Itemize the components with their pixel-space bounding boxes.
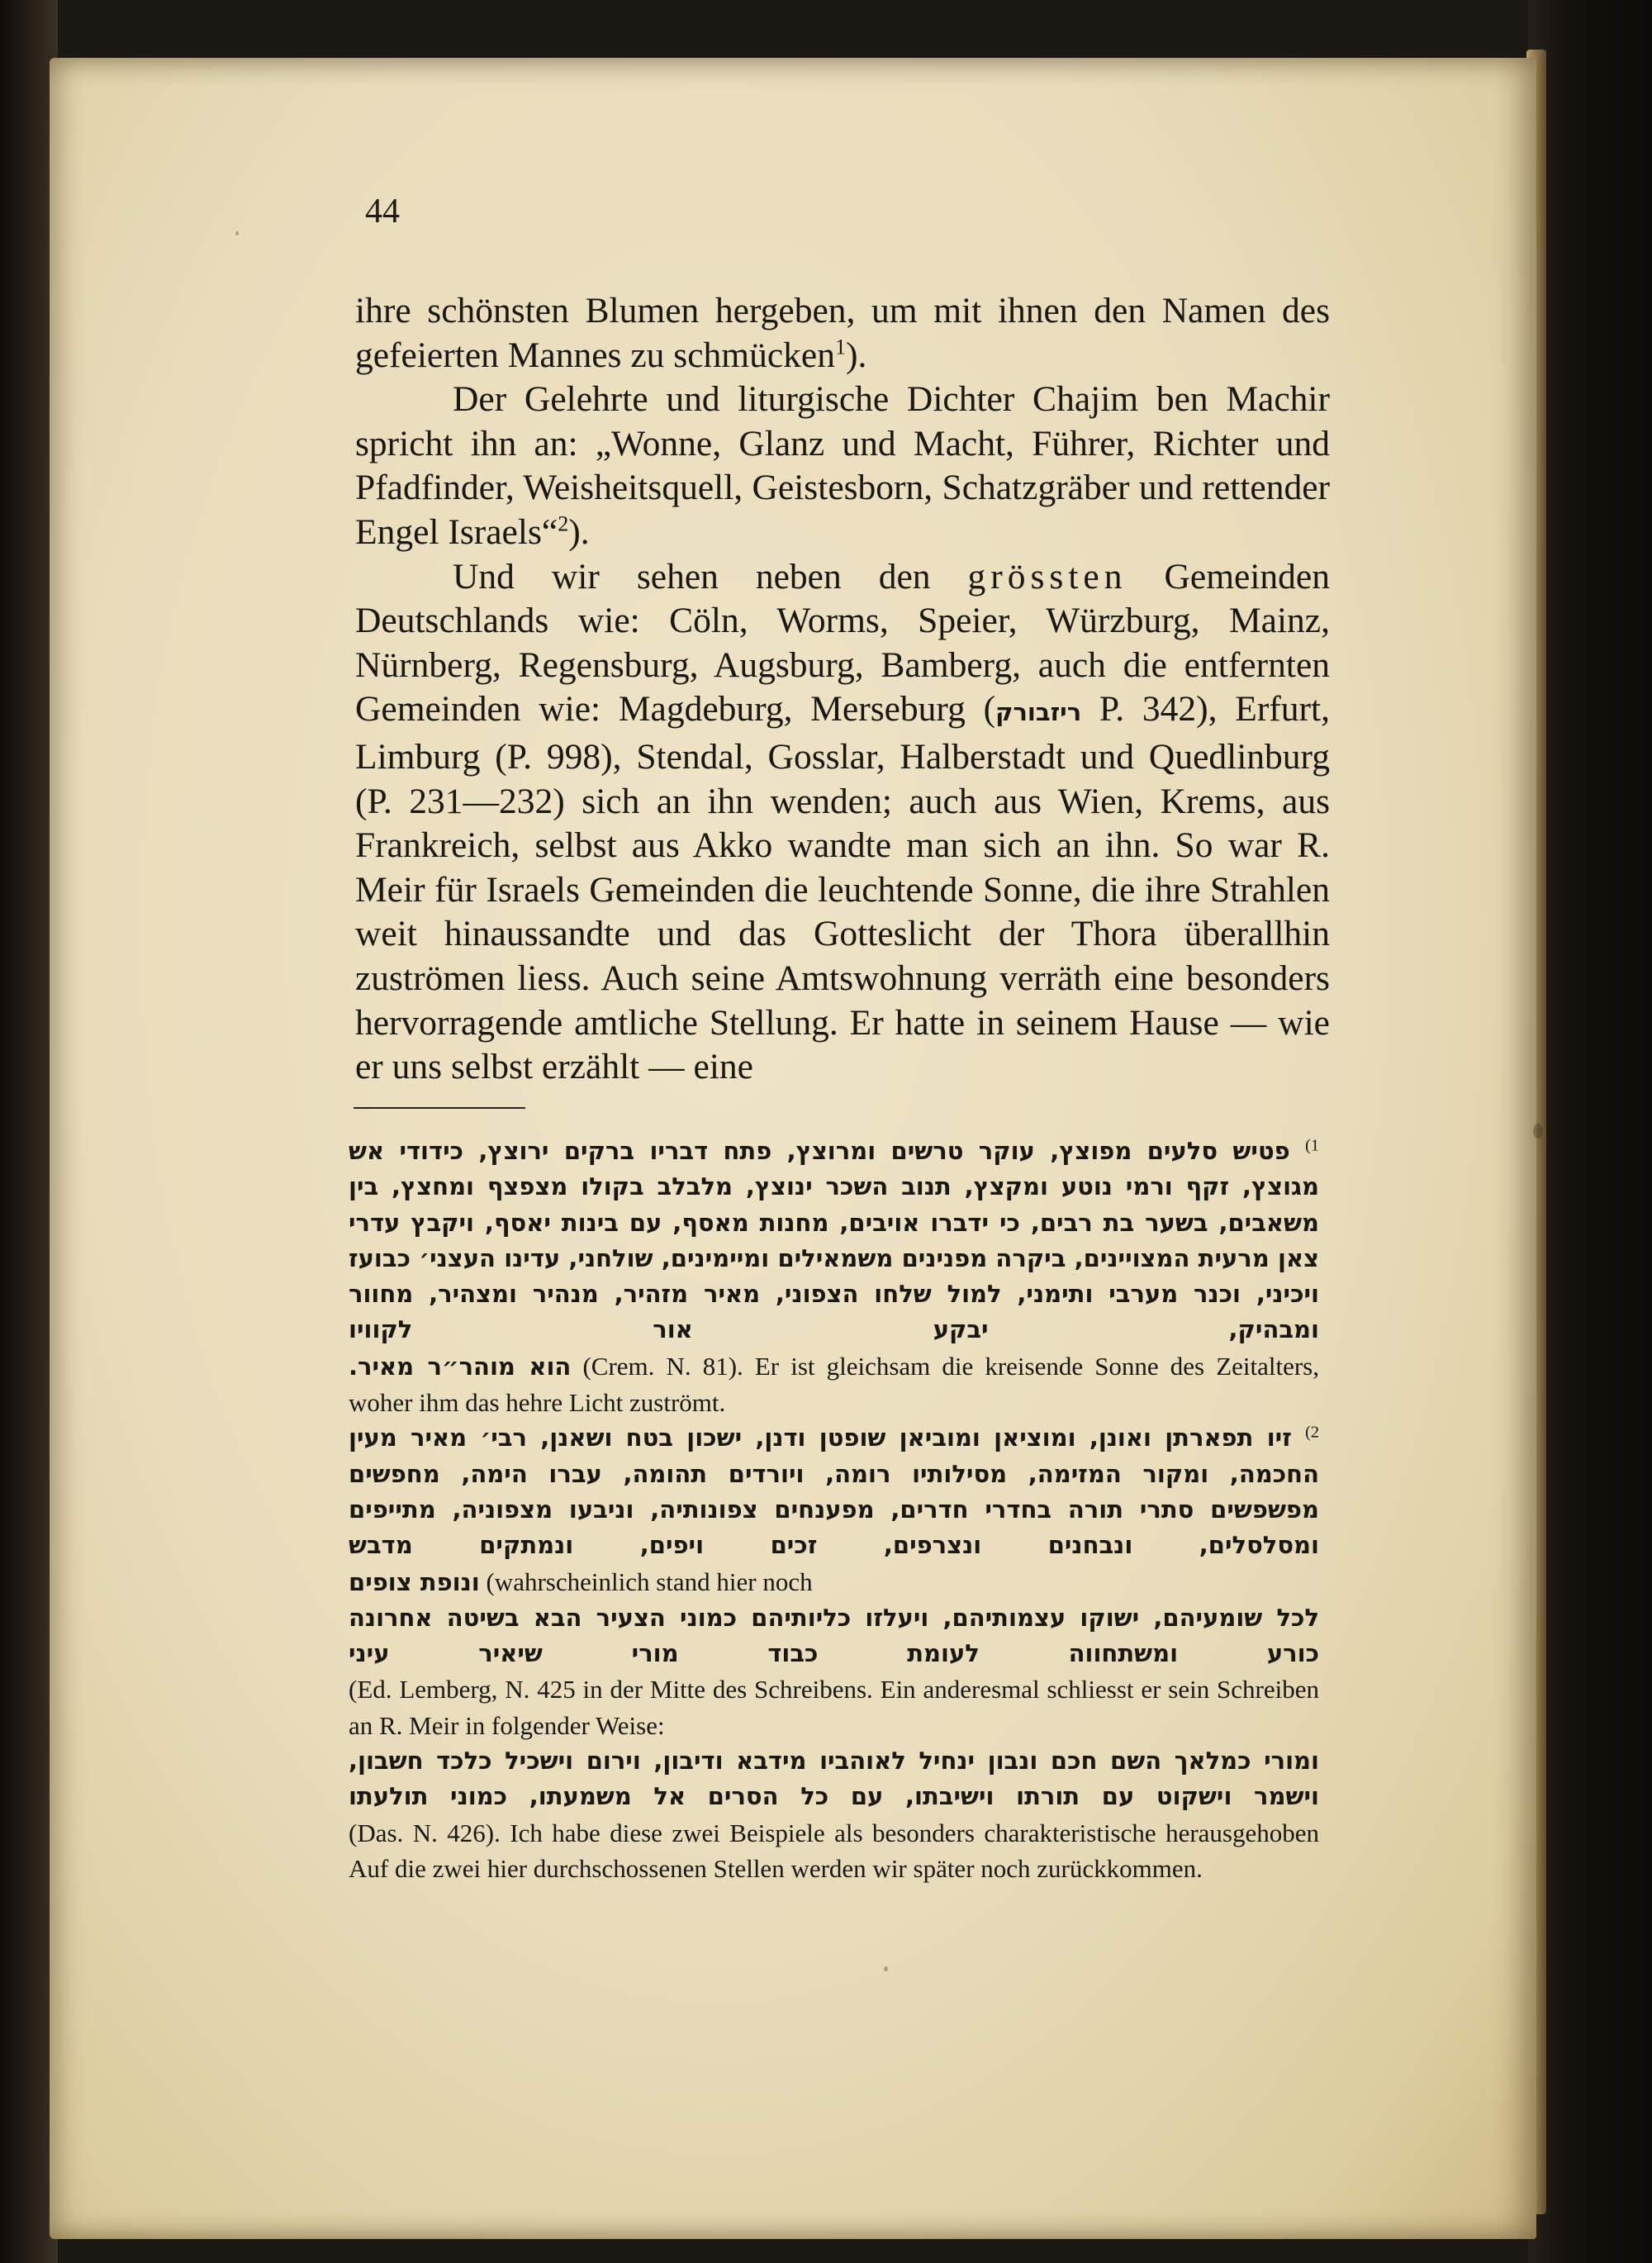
paragraph-3 — [355, 555, 1330, 1090]
foxing-spot — [235, 231, 239, 235]
footnote-2-german-b-text: (Ed. Lemberg, N. 425 in der Mitte des Schreibens. Ein anderesmal schliesst er sein Schreiben an R. Meir in folgender Weise: — [349, 1675, 1319, 1740]
footnote-2-hebrew-2 — [349, 1600, 1319, 1672]
footnote-ref-1: 1 — [834, 335, 847, 359]
paragraph-3-text-a: Und wir sehen neben den — [453, 556, 968, 597]
footnote-2-hebrew-text-2: לכל שומעיהם, ישוקו עצמותיהם, ויעלזו כליותיהם כמוני הצעיר הבא בשיטה אחרונה כורע ומשתחווה לעומת כבוד מורי שיאיר עיני — [349, 1603, 1319, 1668]
footnote-2-hebrew-3 — [349, 1743, 1319, 1815]
footnote-separator — [354, 1107, 525, 1109]
page-number: 44 — [365, 193, 400, 231]
paragraph-2-end: ). — [568, 511, 590, 552]
footnote-2-hebrew — [349, 1420, 1319, 1563]
footnote-2-hebrew-text-3: ומורי כמלאך השם חכם ונבון ינחיל לאוהביו מידבא ודיבון, וירום וישכיל כלכד חשבון, וישמר וישקוט עם תורתו וישיבתו, עם כל הסרים אל משמעתו, כמוני תולעתו — [349, 1747, 1319, 1811]
paragraph-1-text: ihre schönsten Blumen hergeben, um mit ihnen den Namen des gefeierten Mannes zu schmücken — [355, 291, 1330, 375]
footnote-1-hebrew — [349, 1134, 1319, 1348]
footnote-1-german — [349, 1348, 1319, 1421]
footnote-2-german-a: (wahrscheinlich stand hier noch — [479, 1567, 813, 1596]
footnote-ref-2: 2 — [558, 511, 569, 536]
footnote-1-mark: 1) — [1305, 1136, 1319, 1155]
body-text — [355, 289, 1330, 1090]
footnote-2-mark: 2) — [1305, 1423, 1319, 1442]
footnote-1-hebrew-text: פטיש סלעים מפוצץ, עוקר טרשים ומרוצץ, פתח דבריו ברקים ירוצץ, כידודי אש מגוצץ, זקף ורמי נוטע ומקצץ, תנוב השכר ינוצץ, מלבלב בקולו מצפצף ומחצץ, בין משאבים, בשער בת רבים, כי ידברו אויבים, מחנות מאסף, עם בינות יאסף, ויקבץ עדרי צאן מרעית המצויינים, ביקרה מפנינים משמאילים ומיימינים, שולחני, עדינו העצני׳ כבועז ויכיני, וכנר מערבי ותימני, למול שלחו הצפוני, מאיר מזהיר, מנהיר ומצהיר, מחוור ומבהיק, יבקע אור לקוויו — [349, 1137, 1319, 1344]
paragraph-3-text-c: P. 342), Erfurt, Limburg (P. 998), Stendal, Gosslar, Halberstadt und Quedlinburg (P. 231—232) sich an ihn wenden; auch aus Wien, Krems, aus Frankreich, selbst aus Akko wandte man sich an ihn. So war R. Meir für Israels Gemeinden die leuchtende Sonne, die ihre Strahlen weit hinaussandte und das Gotteslicht der Thora überallhin zuströmen liess. Auch seine Amtswohnung verräth eine besonders hervorragende amtliche Stellung. Er hatte in seinem Hause — wie er uns selbst erzählt — eine — [355, 689, 1330, 1087]
paragraph-2-text: Der Gelehrte und liturgische Dichter Chajim ben Machir spricht ihn an: „Wonne, Glanz und Macht, Führer, Richter und Pfadfinder, Weisheitsquell, Geistesborn, Schatzgräber und rettender Engel Israels“ — [355, 379, 1330, 552]
footnote-1-german-text: (Crem. N. 81). Er ist gleichsam die kreisende Sonne des Zeitalters, woher ihm das hehre Licht zuströmt. — [349, 1351, 1319, 1418]
book-cover-right — [1528, 0, 1652, 2263]
footnote-2-german-b — [349, 1671, 1319, 1743]
emphasized-word: grössten — [967, 556, 1127, 597]
footnote-2-german-c-text: (Das. N. 426). Ich habe diese zwei Beispiele als besonders charakteristische herausgehoben Auf die zwei hier durchschossenen Stellen werden wir später noch zurückkommen. — [349, 1818, 1319, 1883]
footnote-1-hebrew-end: הוא מוהר״ר מאיר. — [349, 1352, 572, 1381]
footnote-2-german-c — [349, 1815, 1319, 1887]
paragraph-3-text-b: Gemeinden Deutschlands wie: Cöln, Worms, Speier, Würzburg, Mainz, Nürnberg, Regensburg, Augsburg, Bamberg, auch die entfernten Gemeinden wie: Magdeburg, Merseburg ( — [355, 556, 1330, 730]
footnote-2-continuation — [349, 1564, 1319, 1600]
paragraph-1 — [355, 289, 1330, 378]
foxing-spot — [884, 1966, 888, 1971]
footnote-2-hebrew-text: זיו תפארתן ואונן, ומוציאן ומוביאן שופטן ודנן, ישכון בטח ושאנן, רבי׳ מאיר מעין החכמה, ומקור המזימה, מסילותיו רומה, ויורדים תהומה, עברו הימה, מחפשים מפשפשים סתרי תורה בחדרי חדרים, מפענחים צפונותיה, וניבעו מצפוניה, מתייפים ומסלסלים, ונבחנים ונצרפים, זכים ויפים, ונמתקים מדבש — [349, 1424, 1319, 1560]
footnotes — [349, 1134, 1319, 1886]
paragraph-1-end: ). — [846, 335, 867, 375]
footnote-2-hebrew-phrase: ונופת צופים — [349, 1567, 480, 1596]
hebrew-place-name: ריזבורק — [995, 698, 1082, 727]
paragraph-2 — [355, 378, 1330, 554]
foxing-spot — [1533, 1124, 1543, 1139]
